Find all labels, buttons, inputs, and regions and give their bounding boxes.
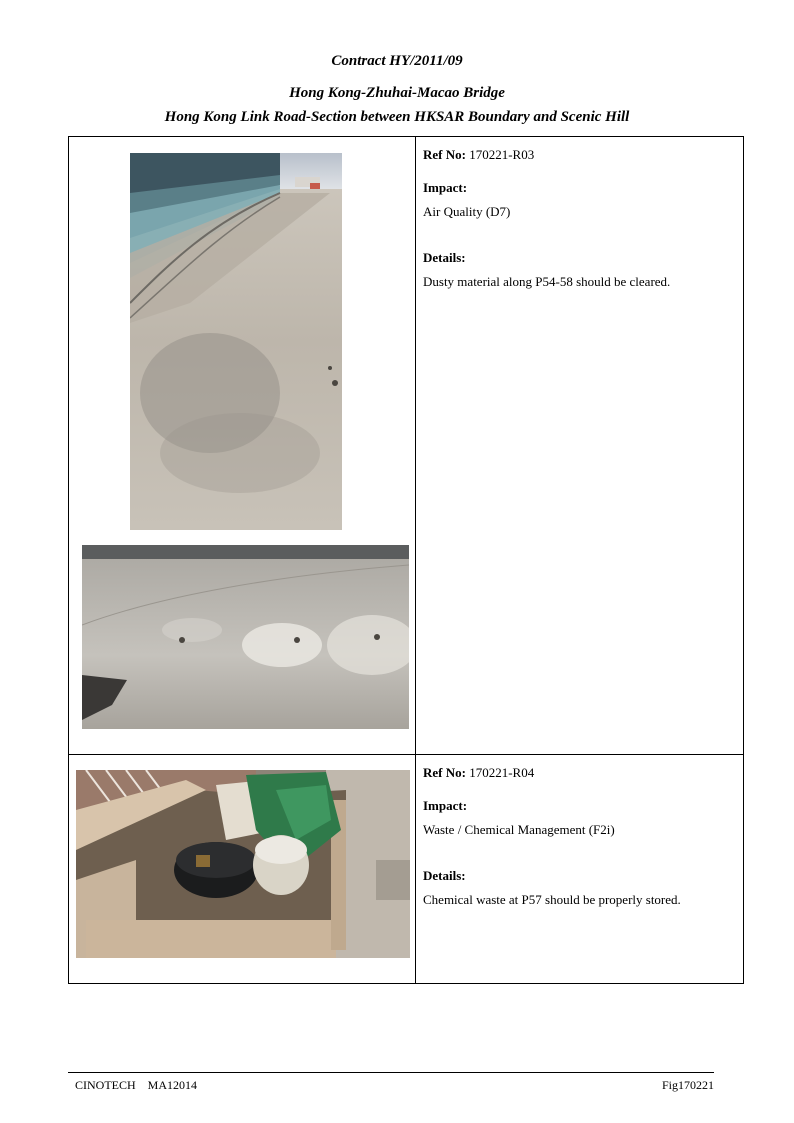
observation-row: [69, 137, 744, 755]
contract-title: Contract HY/2011/09: [331, 53, 463, 69]
photo-cell: [69, 137, 416, 755]
details-label: Details:: [423, 250, 466, 265]
impact-value: Waste / Chemical Management (F2i): [423, 822, 615, 837]
observation-row: [69, 755, 744, 984]
impact-label: Impact:: [423, 798, 468, 813]
ref-label: Ref No:: [423, 765, 466, 780]
record-details-cell: [416, 137, 744, 755]
ref-line: [423, 765, 735, 781]
ref-label: Ref No:: [423, 147, 466, 162]
site-photo-chemical-waste: [76, 770, 410, 958]
footer-left: CINOTECH MA12014: [75, 1078, 197, 1092]
observation-table: [68, 136, 744, 984]
details-value: Dusty material along P54-58 should be cleared.: [423, 274, 671, 289]
footer-divider: [68, 1072, 714, 1073]
project-title: Hong Kong-Zhuhai-Macao Bridge: [289, 85, 505, 101]
photo-cell: [69, 755, 416, 984]
section-title: Hong Kong Link Road-Section between HKSAR Boundary and Scenic Hill: [164, 109, 630, 125]
impact-label: Impact:: [423, 180, 468, 195]
ref-line: [423, 147, 735, 163]
site-photo-deck-vertical: [130, 153, 342, 530]
footer-figure-number: Fig170221: [661, 1078, 714, 1092]
ref-value: 170221-R04: [469, 765, 535, 780]
site-photo-deck-horizontal: [82, 545, 409, 729]
details-label: Details:: [423, 868, 466, 883]
record-details-cell: [416, 755, 744, 984]
details-value: Chemical waste at P57 should be properly stored.: [423, 892, 681, 907]
impact-value: Air Quality (D7): [423, 204, 511, 219]
ref-value: 170221-R03: [469, 147, 535, 162]
